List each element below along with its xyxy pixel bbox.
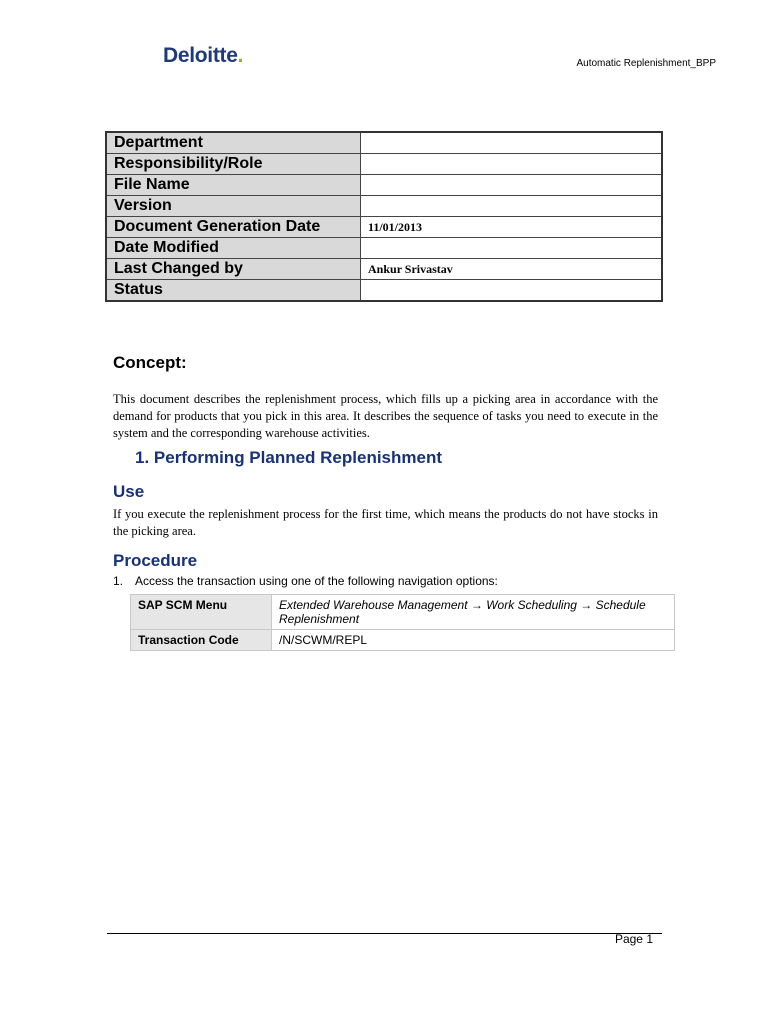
table-row bbox=[106, 132, 662, 154]
table-row bbox=[106, 217, 662, 238]
meta-value bbox=[361, 154, 663, 175]
logo-dot: . bbox=[237, 44, 244, 67]
meta-value bbox=[361, 280, 663, 302]
document-title-header: Automatic Replenishment_BPP bbox=[576, 58, 716, 69]
meta-label: Date Modified bbox=[106, 238, 361, 259]
meta-label: Version bbox=[106, 196, 361, 217]
concept-paragraph: This document describes the replenishment process, which fills up a picking area in accordance with the demand for products that you pick in this area. It describes the sequence of tasks you need to execute in the system and the corresponding warehouse activities. bbox=[113, 392, 658, 440]
meta-value bbox=[361, 175, 663, 196]
table-row bbox=[106, 154, 662, 175]
procedure-step bbox=[113, 574, 498, 588]
procedure-heading: Procedure bbox=[113, 551, 198, 570]
meta-value bbox=[361, 238, 663, 259]
section-heading: 1. Performing Planned Replenishment bbox=[135, 448, 443, 467]
meta-value bbox=[361, 196, 663, 217]
use-heading: Use bbox=[113, 482, 145, 501]
meta-value bbox=[361, 132, 663, 154]
table-row bbox=[106, 280, 662, 302]
meta-value: 11/01/2013 bbox=[361, 217, 663, 238]
nav-value: Extended Warehouse Management → Work Scheduling → Schedule Replenishment bbox=[272, 595, 675, 630]
meta-label: Responsibility/Role bbox=[106, 154, 361, 175]
nav-key: Transaction Code bbox=[131, 630, 272, 651]
meta-label: Last Changed by bbox=[106, 259, 361, 280]
meta-value: Ankur Srivastav bbox=[361, 259, 663, 280]
logo-text: Deloitte bbox=[163, 44, 238, 67]
footer-divider bbox=[107, 933, 662, 934]
table-row bbox=[131, 630, 675, 651]
meta-label: Department bbox=[106, 132, 361, 154]
nav-key: SAP SCM Menu bbox=[131, 595, 272, 630]
meta-label: Status bbox=[106, 280, 361, 302]
table-row bbox=[106, 196, 662, 217]
step-text: Access the transaction using one of the following navigation options: bbox=[135, 574, 498, 588]
table-row bbox=[131, 595, 675, 630]
table-row bbox=[106, 238, 662, 259]
navigation-options-table bbox=[130, 594, 675, 651]
meta-label: File Name bbox=[106, 175, 361, 196]
nav-value: /N/SCWM/REPL bbox=[272, 630, 675, 651]
deloitte-logo bbox=[163, 44, 243, 68]
meta-label: Document Generation Date bbox=[106, 217, 361, 238]
step-number: 1. bbox=[113, 574, 124, 588]
concept-heading: Concept: bbox=[113, 353, 187, 372]
table-row bbox=[106, 175, 662, 196]
table-row bbox=[106, 259, 662, 280]
document-metadata-table bbox=[105, 131, 663, 302]
use-paragraph: If you execute the replenishment process for the first time, which means the products do not have stocks in the picking area. bbox=[113, 507, 658, 538]
page-number: Page 1 bbox=[614, 932, 653, 946]
